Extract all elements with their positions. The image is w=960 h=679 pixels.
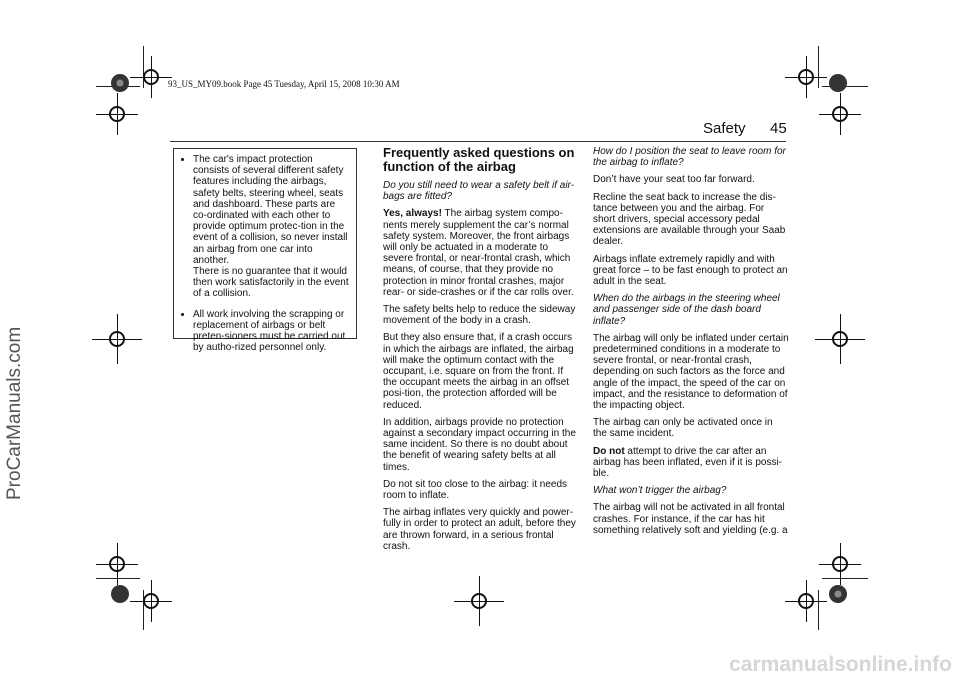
faq-heading: Frequently asked questions on function of the airbag — [383, 145, 575, 174]
question: What won’t trigger the airbag? — [593, 485, 727, 497]
crop-mark — [818, 590, 819, 630]
question: Do you still need to wear a safety belt if air-bags are fitted? — [383, 180, 575, 203]
note-text: There is no guarantee that it would then work satisfactorily in the event of a collision. — [193, 266, 349, 300]
note-item — [193, 154, 351, 300]
answer-paragraph: In addition, airbags provide no protection against a secondary impact occurring in the same incident. So there is no doubt about the benefit of wearing safety belts at all times. — [383, 416, 576, 473]
crop-mark — [96, 578, 140, 579]
watermark-bottom: carmanualsonline.info — [729, 653, 952, 676]
answer-paragraph: Don’t have your seat too far forward. — [593, 174, 755, 186]
answer-text: The airbag system compo-nents merely supplement the car’s normal safety system. Moreover, the front airbags will only be actuated in a moderate to severe frontal, or near-frontal crash, which means, of course, that they provide no protection in minor frontal crashes, major rear- or side-crashes or if the car rolls over. — [383, 208, 574, 298]
answer-paragraph — [383, 208, 579, 298]
registration-mark — [829, 553, 851, 575]
answer-paragraph: The airbag inflates very quickly and power-fully in order to protect an adult, before they are thrown forward, in a serious frontal crash. — [383, 507, 576, 552]
registration-dot — [111, 585, 129, 603]
answer-paragraph: But they also ensure that, if a crash occurs in which the airbags are inflated, the airbag will make the optimum contact with the occupant, i.e. square on from the front. If the occupant meets the airbag in an offset posi-tion, the protection afforded will be reduced. — [383, 332, 574, 411]
registration-mark — [140, 590, 162, 612]
header-rule — [170, 141, 786, 142]
registration-mark — [106, 553, 128, 575]
registration-mark — [795, 590, 817, 612]
answer-paragraph: Recline the seat back to increase the dis-tance between you and the airbag. For short drivers, special accessory pedal extensions are available through your Saab dealer. — [593, 191, 786, 248]
emphasis-text: Do not — [593, 445, 625, 457]
registration-mark — [106, 103, 128, 125]
warning-note-box — [173, 148, 357, 354]
registration-dot — [829, 74, 847, 92]
question: How do I position the seat to leave room for the airbag to inflate? — [593, 146, 786, 169]
answer-paragraph: The safety belts help to reduce the sideway movement of the body in a crash. — [383, 304, 576, 327]
question: When do the airbags in the steering wheel and passenger side of the dash board inflate? — [593, 293, 780, 327]
registration-mark — [106, 328, 128, 350]
registration-mark — [795, 66, 817, 88]
crop-mark — [818, 46, 819, 88]
note-list — [179, 154, 351, 353]
right-column — [593, 146, 789, 542]
emphasis-text: Yes, always! — [383, 208, 442, 220]
answer-paragraph: The airbag will not be activated in all frontal crashes. For instance, if the car has hit something relatively soft and yielding (e.g. a — [593, 502, 788, 536]
answer-paragraph: Airbags inflate extremely rapidly and with great force – to be fast enough to protect an adult in the seat. — [593, 253, 788, 288]
note-text: The car's impact protection consists of several different safety features including the airbags, safety belts, steering wheel, seats and dashboard. These parts are co-ordinated with each other to provide optimum protec-tion in the event of a collision, so never install an airbag from one car into another. — [193, 154, 348, 266]
registration-mark — [829, 328, 851, 350]
file-header-line: 93_US_MY09.book Page 45 Tuesday, April 15, 2008 10:30 AM — [168, 79, 400, 89]
middle-column — [383, 146, 579, 558]
registration-dot — [829, 585, 847, 603]
crop-mark — [822, 578, 868, 579]
note-item: • All work involving the scrapping or replacement of airbags or belt preten-sioners must be carried out by autho-rized personnel only. — [193, 309, 351, 354]
watermark-left: ProCarManuals.com — [4, 326, 25, 500]
page-number: 45 — [770, 120, 787, 137]
section-title: Safety — [703, 120, 746, 137]
answer-paragraph: The airbag will only be inflated under certain predetermined conditions in a moderate to severe frontal, or near-frontal crash, depending on such factors as the force and angle of the impact, the speed of the car on impact, and the resistance to deformation of the impacting object. — [593, 332, 789, 412]
registration-dot — [111, 74, 129, 92]
registration-mark — [829, 103, 851, 125]
registration-mark — [468, 590, 490, 612]
answer-paragraph: Do not sit too close to the airbag: it needs room to inflate. — [383, 478, 567, 502]
answer-paragraph — [593, 446, 789, 480]
registration-mark — [140, 66, 162, 88]
answer-text: attempt to drive the car after an airbag has been inflated, even if it is possi-ble. — [593, 445, 782, 480]
answer-paragraph: The airbag can only be activated once in the same incident. — [593, 417, 773, 440]
